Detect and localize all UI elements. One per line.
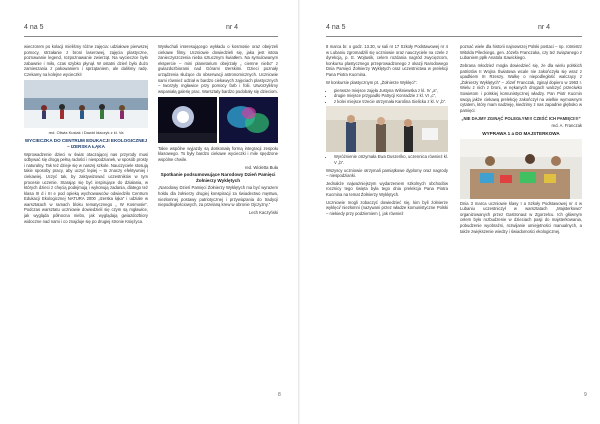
paragraph: 8 marca br. o godz. 13.30, w sali nr 17 Szkoły Podstawowej nr 4 w Lubaniu zgromadzili się uczniowie oraz nauczyciele na czele z dyrekcją, p. E. Wojtusik, celem rozdania nagród zwycięzcom, konkursu plastycznego przeprowadzonego z okazji Narodowego Dnia Pamięci Żołnierzy Wyklętych oraz uczestnictwa w prelekcji Pana Piotra Kucmina.: [326, 44, 448, 77]
page-number: 8: [278, 392, 281, 398]
photo-strip: [158, 97, 278, 143]
photo-award-ceremony: [326, 106, 448, 152]
photo-nebula-art: [219, 97, 278, 143]
signature: red. Wioletta Buła: [244, 164, 278, 170]
winners-list: [326, 88, 448, 105]
photo-planetarium: [158, 97, 217, 143]
article-heading: Spotkanie podsumowujące Narodowy Dzień Pamięci Żołnierzy Wyklętych: [160, 172, 276, 183]
paragraph: Zebrana młodzież mogła dowiedzieć się, że dla wielu polskich patriotów II Wojna Światowa wcale nie zakończyła się wraz z upadkiem III Rzeszy. Walkę o niepodległość walczący z „Żołnierzy Wyklętych” – Józef Franczak, zginął dopiero w 1963 r. Wielu z nich z broni, w nękanych drogach walczyć przeciwko Sowietom i polskiej komunistycznej władzy. Pan Piotr Kucmin swoją jakże ciekawą prelekcję zakończył na wielkie wymownym cytatem, który mam nadzieję, kiedzimy z nas zapadnie głęboko w pamięci:: [460, 62, 582, 113]
header-rule: [326, 36, 582, 37]
quote-paragraph: „Narodowy Dzień Pamięci Żołnierzy Wyklętych ma być wyrazem hołdu dla żołnierzy drugiej konspiracji za świadectwo męstwa, niezłomnej postawy patriotycznej i przywiązania do tradycji niepodległościowych, za przelaną krew w obronie Ojczyzny.”: [158, 185, 278, 208]
quote-author: Lech Kaczyński: [248, 210, 278, 216]
paragraph: Wprowadzenie dzieci w świat otaczającej nas przyrody musi odbywać się drogą pełną radości i niespodzianek, w sposób prosty i naturalny. Tak też dzieje się w naszej szkole. Nauczyciele stosują takie sposoby pracy, aby uczyć lepiej – to znaczy efektywniej i ciekawiej. Uczyć tak, by zaktywizować uczestników w tym procesie uczenie. Starając się być inspirujące do działania, w których dzieci z chęcią podejmują i wykonują zadania, dlatego też klasa III d i III e pod opieką wychowawców odwiedziło Centrum Edukacji Ekologicznej NATURA 2000 „Izerska łąka” i udziale w warsztatach w ramach bloku tematycznego „ W Kosmosie”. Podczas warsztatu uczniowie dowiedzieli się czym są mgławice, jak wygląda północna niebo, jak wyglądają gwiazdozbiory widoczne nad nami i co znajduje się po drugiej stronie Księżyca.: [24, 151, 148, 224]
right-column-1: [326, 44, 448, 219]
quote: „NIE DAJMY ZGINĄĆ POLEGŁYM!!! CZEŚĆ ICH PAMIĘCI!!!”: [461, 115, 581, 121]
photo-ice-rink: [24, 80, 148, 128]
issue-header: 4 na 5: [24, 24, 44, 31]
paragraph: W konkursie plastycznym pt. „Żołnierze Wyklęci”:: [326, 79, 417, 85]
issue-header: 4 na 5: [326, 24, 346, 31]
photo-workshop: [460, 139, 582, 199]
article-heading: WYCIECZKA DO CENTRUM EDUKACJI EKOLOGICZNEJ – IZERSKA ŁĄKA: [24, 138, 148, 149]
paragraph: Wysłuchali interesującego wykładu o kosmosie oraz obejrzeli ciekawe filmy. Uczniowie dowiedzieli się, jaka jest istota zanieczyszczenia nieba sztucznym światłem. Na symulowanym ekspercie – mini planetarium obejrzały „ ciemne niebo” z gwiazdozbiorami nad Górami Izerskimi. Dzieci poznały urządzenia służące do obserwacji astronomicznych. Uczniowie sami również udział w bardzo ciekawych zajęciach plastycznych – tworzyły mgławice przy pomocy farb i folii. Utworzyliśmy wspaniałą galerię prac. Warsztaty bardzo podobały się dzieciom.: [158, 44, 278, 94]
paragraph: Takie wspólne wyjazdy są doskonałą formą integracji zespołu klasowego. To były bardzo ciekawe wycieczki i mile spędzone wspólne chwile.: [158, 145, 278, 162]
left-column-1: [24, 44, 148, 226]
list-item: • Wyróżnienie otrzymała Ewa Duszeńko, uczennica również kl. V „b”.: [334, 154, 448, 165]
paragraph: Uczniowie mogli zobaczyć dowiedzieć się, kim byli żołnierze wyklęci/ niezłomni (nazywani przez władze komunistyczne Polski – niekiedy przy podziemiem ), jak również: [326, 199, 448, 217]
issue-number: nr 4: [538, 24, 551, 31]
page-number: 9: [584, 392, 587, 398]
issue-number: nr 4: [226, 24, 239, 31]
right-column-2: [460, 44, 582, 236]
paragraph: wieczorem po kolacji mieliśmy różne zajęcia: udziałowe pierwszej pomocy, strzałanie z broni laserowej, zajęcia plastyczne, poznawanie legend, rozpoznawanie zwierząt. Na wycieczce było zabawnie i miło, czas szybko płynął. W ostatni dzień było dużo zamieszania z pakowaniem i sprzątaniem, ale daliśmy radę. Czekamy na kolejne wycieczki!: [24, 44, 148, 77]
paragraph: Dnia 3 marca uczniowie klasy I a Szkoły Podstawowej nr 4 w Lubaniu uczestniczył w warsztatach „Majsterkowo” organizowanych przez Gastronaut w Zgorzelcu. Ich głównym celem było rozbudzenie w dzieciach pasji do majsterkowania, pobudzenie wyobraźni, rozwijanie umiejętności manualnych, a także zwiększenie wiedzy i świadomości ekologicznej.: [460, 200, 582, 234]
right-page: [300, 0, 600, 424]
paragraph: poznać wiele dla historii najnowszej Polski postaci – np. rotmistrz Witolda Pileckiego, gen. Józefa Franczaka, czy też związanego z Lubaniem ppłk Anatola Sawickiego.: [460, 44, 582, 61]
honorable-mention-list: [326, 154, 448, 165]
article-heading: WYPRAWA 1 a DO MAJSTERKOWA: [482, 131, 560, 137]
paragraph: Wszyscy uczniowie otrzymali pamiątkowe dyplomy oraz nagrody – niespodzianki.: [326, 167, 448, 179]
header-rule: [24, 36, 278, 37]
signature: red. A. Franczak: [551, 123, 582, 129]
list-item: • pierwsze miejsce zajęła Justyna Wiśniewska z kl. IV „a”,: [334, 88, 448, 94]
photo-caption: red. Oliwia Kusiak i Dawid Idaczyk z kl. Va: [48, 129, 124, 135]
list-item: • z kolei miejsce trzecie otrzymała Karolina Sielicka z kl. V „b”.: [334, 99, 448, 105]
paragraph: Jednakże najważniejszym wydarzeniem szkolnych obchodów rocznicy tego święta była tego dnia prelekcja Pana Piotra Kucmina na temat Żołnierzy Wyklętych.: [326, 180, 448, 198]
list-item: • drugie miejsce przypadło Patrycji Konradzie z kl. VI „c”,: [334, 93, 448, 99]
left-column-2: [158, 44, 278, 218]
